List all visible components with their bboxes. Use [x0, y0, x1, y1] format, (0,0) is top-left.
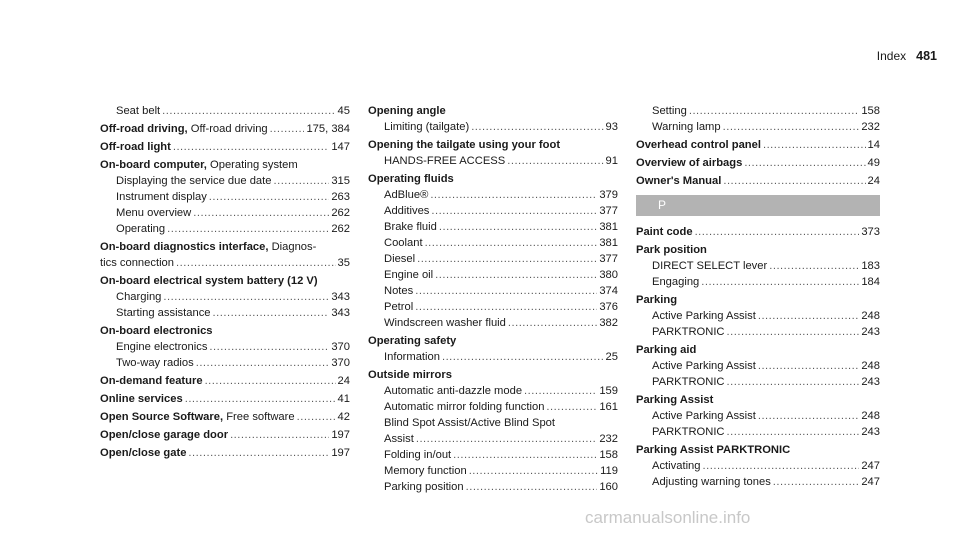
entry-keyword: Overhead control panel [636, 139, 761, 151]
entry-page-number: 247 [861, 476, 880, 488]
entry-text: DIRECT SELECT lever [652, 260, 768, 272]
entry-keyword: Overview of airbags [636, 157, 743, 169]
index-column-2 [368, 103, 618, 495]
entry-text: Petrol [384, 301, 414, 313]
entry-page-number: 49 [867, 157, 880, 169]
entry-text: Blind Spot Assist/Active Blind Spot [384, 417, 556, 429]
entry-keyword: Outside mirrors [368, 369, 452, 381]
leader-dots [270, 121, 305, 137]
entry-text: Seat belt [116, 105, 161, 117]
leader-dots [213, 305, 330, 321]
entry-keyword: Online services [100, 393, 183, 405]
entry-keyword: On-board computer, [100, 159, 207, 171]
entry-page-number: 381 [599, 237, 618, 249]
entry-text [100, 409, 295, 425]
index-entry [368, 203, 618, 219]
index-entry [368, 171, 618, 187]
entry-text [636, 173, 721, 189]
letter-section-header: P [636, 195, 880, 216]
leader-dots [471, 119, 603, 135]
entry-text: Active Parking Assist [652, 410, 756, 422]
entry-keyword: Opening the tailgate using your foot [368, 139, 561, 151]
entry-keyword: Operating fluids [368, 173, 454, 185]
index-entry [636, 292, 880, 308]
entry-page-number: 41 [337, 393, 350, 405]
leader-dots [466, 479, 598, 495]
leader-dots [173, 139, 329, 155]
entry-text: PARKTRONIC [652, 326, 725, 338]
index-entry [100, 221, 350, 237]
leader-dots [689, 103, 859, 119]
entry-keyword: Owner's Manual [636, 175, 722, 187]
entry-page-number: 243 [861, 426, 880, 438]
entry-text [636, 137, 761, 153]
index-entry [100, 339, 350, 355]
entry-text: Coolant [384, 237, 423, 249]
leader-dots [508, 315, 597, 331]
entry-keyword: On-board electronics [100, 325, 213, 337]
index-entry [636, 119, 880, 135]
entry-page-number: 381 [599, 221, 618, 233]
entry-text: Two-way radios [116, 357, 194, 369]
index-column-1 [100, 103, 350, 461]
entry-page-number: 376 [599, 301, 618, 313]
index-entry [100, 139, 350, 155]
entry-subtext: Off-road driving [187, 123, 268, 135]
entry-text: Starting assistance [116, 307, 211, 319]
entry-text: Windscreen washer fluid [384, 317, 506, 329]
leader-dots [442, 349, 604, 365]
entry-page-number: 374 [599, 285, 618, 297]
entry-keyword: On-board electrical system battery (12 V) [100, 275, 318, 287]
entry-text: Folding in/out [384, 449, 452, 461]
leader-dots [230, 427, 329, 443]
index-entry [636, 392, 880, 408]
index-entry [368, 463, 618, 479]
index-entry [636, 308, 880, 324]
leader-dots [415, 283, 597, 299]
entry-page-number: 161 [599, 401, 618, 413]
leader-dots [744, 155, 865, 171]
index-entry [368, 283, 618, 299]
entry-page-number: 243 [861, 326, 880, 338]
leader-dots [546, 399, 597, 415]
entry-page-number: 158 [599, 449, 618, 461]
entry-text [100, 139, 171, 155]
entry-page-number: 248 [861, 360, 880, 372]
entry-keyword: Off-road driving, [100, 123, 188, 135]
index-entry [368, 399, 618, 415]
entry-text: Displaying the service due date [116, 175, 272, 187]
index-entry [636, 458, 880, 474]
entry-text: AdBlue® [384, 189, 429, 201]
index-entry [100, 103, 350, 119]
entry-text [100, 445, 186, 461]
index-entry [636, 103, 880, 119]
leader-dots [209, 189, 330, 205]
entry-page-number: 262 [331, 207, 350, 219]
index-entry [368, 267, 618, 283]
section-title: Index [876, 49, 907, 63]
entry-page-number: 159 [599, 385, 618, 397]
index-entry [100, 391, 350, 407]
leader-dots [435, 267, 597, 283]
entry-page-number: 119 [600, 465, 618, 477]
entry-text: Operating [116, 223, 166, 235]
entry-page-number: 315 [331, 175, 350, 187]
entry-text: Active Parking Assist [652, 310, 756, 322]
entry-text: Assist [384, 433, 414, 445]
index-entry [636, 374, 880, 390]
entry-page-number: 343 [331, 291, 350, 303]
index-entry [100, 289, 350, 305]
entry-text [100, 391, 183, 407]
leader-dots [167, 221, 329, 237]
entry-text: Charging [116, 291, 162, 303]
index-entry [100, 323, 350, 339]
index-entry [368, 447, 618, 463]
entry-page-number: 232 [861, 121, 880, 133]
entry-keyword: Parking Assist PARKTRONIC [636, 444, 791, 456]
entry-text: Limiting (tailgate) [384, 121, 470, 133]
entry-page-number: 379 [599, 189, 618, 201]
entry-page-number: 42 [337, 411, 350, 423]
index-entry [100, 239, 350, 255]
index-entry [368, 315, 618, 331]
leader-dots [758, 358, 859, 374]
entry-subtext: Operating system [206, 159, 298, 171]
entry-text: Engaging [652, 276, 700, 288]
entry-keyword: Off-road light [100, 141, 171, 153]
entry-keyword: Parking aid [636, 344, 697, 356]
leader-dots [703, 458, 860, 474]
entry-text: Diesel [384, 253, 416, 265]
index-entry [636, 274, 880, 290]
leader-dots [727, 424, 860, 440]
index-entry [100, 205, 350, 221]
entry-page-number: 243 [861, 376, 880, 388]
leader-dots [209, 339, 329, 355]
entry-text: Additives [384, 205, 430, 217]
entry-keyword: Open/close gate [100, 447, 187, 459]
entry-page-number: 263 [331, 191, 350, 203]
entry-page-number: 380 [599, 269, 618, 281]
entry-page-number: 370 [331, 341, 350, 353]
leader-dots [417, 251, 597, 267]
entry-text: Engine electronics [116, 341, 208, 353]
index-entry [636, 258, 880, 274]
index-entry [636, 342, 880, 358]
index-entry [100, 355, 350, 371]
entry-keyword: Paint code [636, 226, 693, 238]
entry-page-number: 382 [599, 317, 618, 329]
entry-text: Warning lamp [652, 121, 721, 133]
index-entry [100, 157, 350, 173]
index-entry [368, 235, 618, 251]
index-entry [100, 445, 350, 461]
entry-keyword: Park position [636, 244, 707, 256]
entry-page-number: 247 [861, 460, 880, 472]
entry-page-number: 158 [861, 105, 880, 117]
entry-keyword: Open/close garage door [100, 429, 229, 441]
index-entry [368, 349, 618, 365]
entry-keyword: Parking Assist [636, 394, 714, 406]
entry-text [100, 373, 203, 389]
index-entry [100, 255, 350, 271]
leader-dots [701, 274, 859, 290]
index-entry [100, 373, 350, 389]
entry-text: Automatic anti-dazzle mode [384, 385, 523, 397]
index-entry [368, 119, 618, 135]
index-entry [636, 224, 880, 240]
index-entry [368, 137, 618, 153]
leader-dots [773, 474, 860, 490]
leader-dots [416, 431, 597, 447]
index-entry [368, 383, 618, 399]
entry-page-number: 93 [605, 121, 618, 133]
leader-dots [273, 173, 329, 189]
entry-text: Menu overview [116, 207, 192, 219]
entry-page-number: 35 [337, 257, 350, 269]
entry-text: Memory function [384, 465, 467, 477]
leader-dots [193, 205, 329, 221]
index-entry [368, 415, 618, 431]
leader-dots [769, 258, 859, 274]
index-column-3-bottom [636, 224, 880, 490]
entry-keyword: On-demand feature [100, 375, 203, 387]
entry-keyword: Opening angle [368, 105, 446, 117]
entry-page-number: 197 [331, 447, 350, 459]
entry-page-number: 248 [861, 410, 880, 422]
index-entry [368, 251, 618, 267]
index-entry [636, 358, 880, 374]
entry-text: tics connection [100, 257, 175, 269]
entry-text: Notes [384, 285, 414, 297]
entry-text: Engine oil [384, 269, 434, 281]
entry-text: Adjusting warning tones [652, 476, 771, 488]
entry-text: Information [384, 351, 440, 363]
page-number: 481 [916, 49, 937, 63]
index-entry [636, 137, 880, 153]
index-entry [100, 427, 350, 443]
entry-text: Active Parking Assist [652, 360, 756, 372]
leader-dots [431, 203, 597, 219]
entry-text: PARKTRONIC [652, 376, 725, 388]
index-column-3-top [636, 103, 880, 189]
entry-page-number: 370 [331, 357, 350, 369]
entry-keyword: Parking [636, 294, 678, 306]
entry-text: Setting [652, 105, 687, 117]
leader-dots [425, 235, 598, 251]
index-entry [368, 103, 618, 119]
index-entry [636, 155, 880, 171]
leader-dots [723, 173, 865, 189]
entry-page-number: 248 [861, 310, 880, 322]
entry-text: Brake fluid [384, 221, 437, 233]
index-entry [636, 442, 880, 458]
leader-dots [185, 391, 336, 407]
entry-page-number: 91 [605, 155, 618, 167]
entry-text: Parking position [384, 481, 464, 493]
entry-keyword: Open Source Software, [100, 411, 224, 423]
entry-page-number: 24 [867, 175, 880, 187]
entry-subtext: Free software [223, 411, 295, 423]
leader-dots [430, 187, 597, 203]
entry-text: HANDS-FREE ACCESS [384, 155, 506, 167]
entry-text: Instrument display [116, 191, 207, 203]
index-column-3 [636, 103, 880, 490]
leader-dots [205, 373, 336, 389]
index-entry [100, 189, 350, 205]
index-entry [100, 273, 350, 289]
leader-dots [695, 224, 860, 240]
entry-text [636, 224, 693, 240]
entry-page-number: 24 [337, 375, 350, 387]
leader-dots [763, 137, 866, 153]
index-entry [636, 424, 880, 440]
entry-page-number: 175, 384 [306, 123, 350, 135]
index-entry [368, 431, 618, 447]
watermark-text: carmanualsonline.info [585, 508, 751, 527]
index-entry [368, 299, 618, 315]
page-header [877, 49, 937, 63]
leader-dots [453, 447, 597, 463]
entry-page-number: 232 [599, 433, 618, 445]
entry-page-number: 197 [331, 429, 350, 441]
leader-dots [758, 308, 859, 324]
entry-text: Automatic mirror folding function [384, 401, 545, 413]
index-entry [368, 153, 618, 169]
entry-text [636, 155, 742, 171]
entry-page-number: 377 [599, 205, 618, 217]
entry-page-number: 262 [331, 223, 350, 235]
leader-dots [727, 374, 860, 390]
entry-page-number: 343 [331, 307, 350, 319]
leader-dots [507, 153, 603, 169]
index-entry [636, 324, 880, 340]
entry-page-number: 25 [605, 351, 618, 363]
leader-dots [439, 219, 597, 235]
leader-dots [723, 119, 860, 135]
leader-dots [415, 299, 597, 315]
index-entry [636, 474, 880, 490]
entry-page-number: 184 [861, 276, 880, 288]
leader-dots [297, 409, 336, 425]
index-entry [100, 173, 350, 189]
index-entry [636, 408, 880, 424]
entry-subtext: Diagnos- [268, 241, 317, 253]
entry-keyword: On-board diagnostics interface, [100, 241, 269, 253]
leader-dots [758, 408, 859, 424]
entry-page-number: 373 [861, 226, 880, 238]
index-entry [368, 187, 618, 203]
leader-dots [176, 255, 336, 271]
entry-text [100, 121, 268, 137]
leader-dots [524, 383, 597, 399]
entry-text: Activating [652, 460, 701, 472]
leader-dots [469, 463, 598, 479]
index-entry [636, 242, 880, 258]
index-entry [100, 409, 350, 425]
leader-dots [188, 445, 329, 461]
entry-page-number: 45 [337, 105, 350, 117]
index-entry [100, 121, 350, 137]
index-entry [368, 367, 618, 383]
entry-page-number: 183 [861, 260, 880, 272]
leader-dots [196, 355, 330, 371]
leader-dots [162, 103, 335, 119]
index-entry [368, 333, 618, 349]
leader-dots [163, 289, 329, 305]
entry-text [100, 427, 228, 443]
entry-page-number: 160 [599, 481, 618, 493]
index-entry [636, 173, 880, 189]
index-entry [368, 479, 618, 495]
index-entry [368, 219, 618, 235]
entry-page-number: 14 [867, 139, 880, 151]
entry-page-number: 147 [331, 141, 350, 153]
index-entry [100, 305, 350, 321]
entry-text: PARKTRONIC [652, 426, 725, 438]
entry-keyword: Operating safety [368, 335, 457, 347]
entry-page-number: 377 [599, 253, 618, 265]
leader-dots [727, 324, 860, 340]
